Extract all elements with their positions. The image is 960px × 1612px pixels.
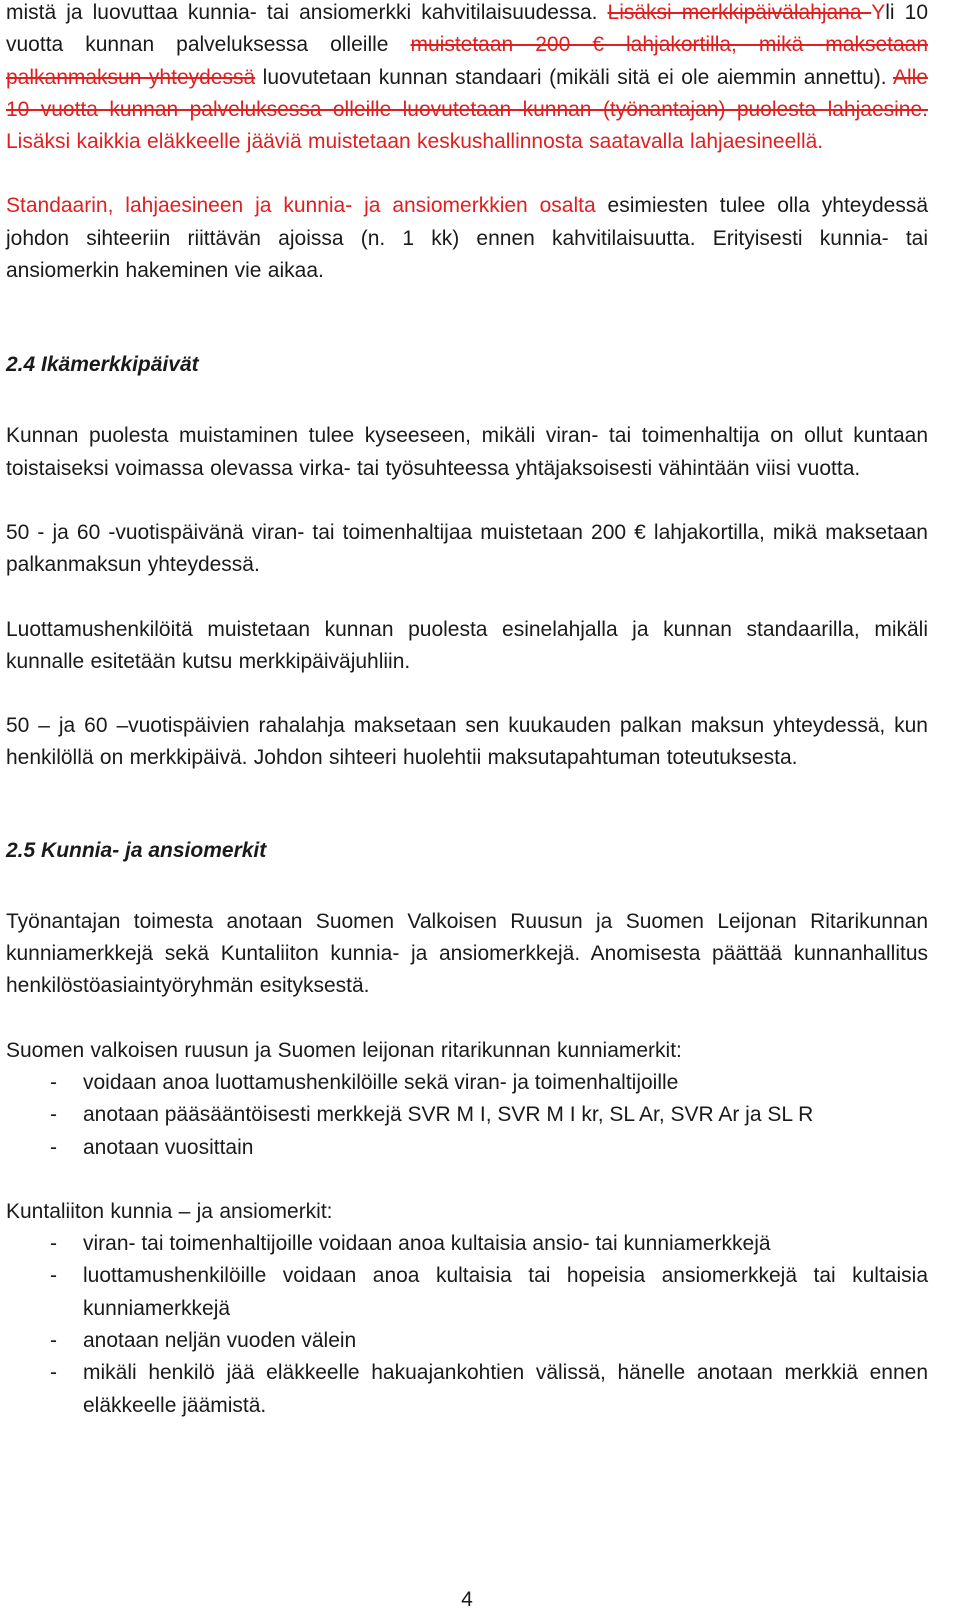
list-item-text: luottamushenkilöille voidaan anoa kultaisia tai hopeisia ansiomerkkejä tai kultaisia kunniamerkkejä <box>83 1264 928 1320</box>
dash-marker: - <box>50 1103 57 1127</box>
list-1 <box>6 1067 928 1164</box>
list-item-text: viran- tai toimenhaltijoille voidaan anoa kultaisia ansio- tai kunniamerkkejä <box>83 1232 771 1256</box>
inserted-text-2: Lisäksi kaikkia eläkkeelle jääviä muistetaan keskushallinnosta saatavalla lahjaesineellä. <box>6 130 824 154</box>
dash-marker: - <box>50 1264 57 1288</box>
dash-marker: - <box>50 1232 57 1256</box>
list-item <box>6 1099 928 1131</box>
page-number: 4 <box>461 1588 473 1611</box>
intro-paragraph-1 <box>6 0 928 158</box>
dash-marker: - <box>50 1329 57 1353</box>
deleted-text-1: Lisäksi merkkipäivälahjana <box>607 1 872 24</box>
section-heading-2-5: 2.5 Kunnia- ja ansiomerkit <box>6 838 267 862</box>
inserted-text-1: Y <box>871 1 886 24</box>
section-2-5-paragraph-1: Työnantajan toimesta anotaan Suomen Valkoisen Ruusun ja Suomen Leijonan Ritarikunnan kunniamerkkejä sekä Kuntaliiton kunnia- ja ansiomerkkejä. Anomisesta päättää kunnanhallitus henkilöstöasiaintyöryhmän esityksestä. <box>6 909 928 998</box>
list-item-text: mikäli henkilö jää eläkkeelle hakuajankohtien välissä, hänelle anotaan merkkiä ennen eläkkeelle jäämistä. <box>83 1361 928 1417</box>
dash-marker: - <box>50 1361 57 1385</box>
section-2-4-paragraph-2: 50 - ja 60 -vuotispäivänä viran- tai toimenhaltijaa muistetaan 200 € lahjakortilla, mikä maksetaan palkanmaksun yhteydessä. <box>6 520 928 577</box>
deleted-text-3: Alle 10 vuotta kunnan palveluksessa olleille luovutetaan kunnan (työnantajan) puolesta lahjaesine. <box>6 65 928 121</box>
section-heading-2-4: 2.4 Ikämerkkipäivät <box>6 353 199 377</box>
list-item-text: anotaan pääsääntöisesti merkkejä SVR M I, SVR M I kr, SL Ar, SVR Ar ja SL R <box>83 1103 814 1127</box>
list-item <box>6 1228 928 1260</box>
section-2-4-paragraph-1: Kunnan puolesta muistaminen tulee kyseeseen, mikäli viran- tai toimenhaltija on ollut kuntaan toistaiseksi voimassa olevassa virka- tai työsuhteessa yhtäjaksoisesti vähintään viisi vuotta. <box>6 424 928 480</box>
list-item <box>6 1067 928 1099</box>
deleted-text-2: muistetaan 200 € lahjakortilla, mikä maksetaan palkanmaksun yhteydessä <box>6 33 928 89</box>
list-item-text: voidaan anoa luottamushenkilöille sekä viran- ja toimenhaltijoille <box>83 1070 679 1094</box>
intro-text-d: esimiesten tulee olla yhteydessä johdon sihteeriin riittävän ajoissa (n. 1 kk) ennen kahvitilaisuutta. Erityisesti kunnia- tai ansiomerkin hakeminen vie aikaa. <box>6 194 929 283</box>
list-item-text: anotaan vuosittain <box>83 1135 254 1159</box>
list-2-title: Kuntaliiton kunnia – ja ansiomerkit: <box>6 1199 333 1223</box>
list-item-text: anotaan neljän vuoden välein <box>83 1329 357 1353</box>
list-item <box>6 1325 928 1357</box>
intro-text-c: luovutetaan kunnan standaari (mikäli sitä ei ole aiemmin annettu). <box>255 65 893 89</box>
section-2-4-paragraph-3: Luottamushenkilöitä muistetaan kunnan puolesta esinelahjalla ja kunnan standaarilla, mikäli kunnalle esitetään kutsu merkkipäiväjuhliin. <box>6 617 928 673</box>
list-item <box>6 1357 928 1422</box>
dash-marker: - <box>50 1135 57 1159</box>
list-item <box>6 1260 928 1325</box>
list-1-title: Suomen valkoisen ruusun ja Suomen leijonan ritarikunnan kunniamerkit: <box>6 1038 682 1062</box>
intro-text-b: li 10 vuotta kunnan palveluksessa olleille <box>6 1 928 57</box>
list-item <box>6 1132 928 1164</box>
list-2 <box>6 1228 928 1422</box>
intro-paragraph-2 <box>6 190 928 287</box>
section-2-4-paragraph-4: 50 – ja 60 –vuotispäivien rahalahja maksetaan sen kuukauden palkan maksun yhteydessä, kun henkilöllä on merkkipäivä. Johdon sihteeri huolehtii maksutapahtuman toteutuksesta. <box>6 714 928 770</box>
dash-marker: - <box>50 1070 57 1094</box>
intro-text-a: mistä ja luovuttaa kunnia- tai ansiomerkki kahvitilaisuudessa. <box>6 1 608 24</box>
inserted-text-3: Standaarin, lahjaesineen ja kunnia- ja ansiomerkkien osalta <box>6 194 596 218</box>
document-page <box>6 0 928 1422</box>
